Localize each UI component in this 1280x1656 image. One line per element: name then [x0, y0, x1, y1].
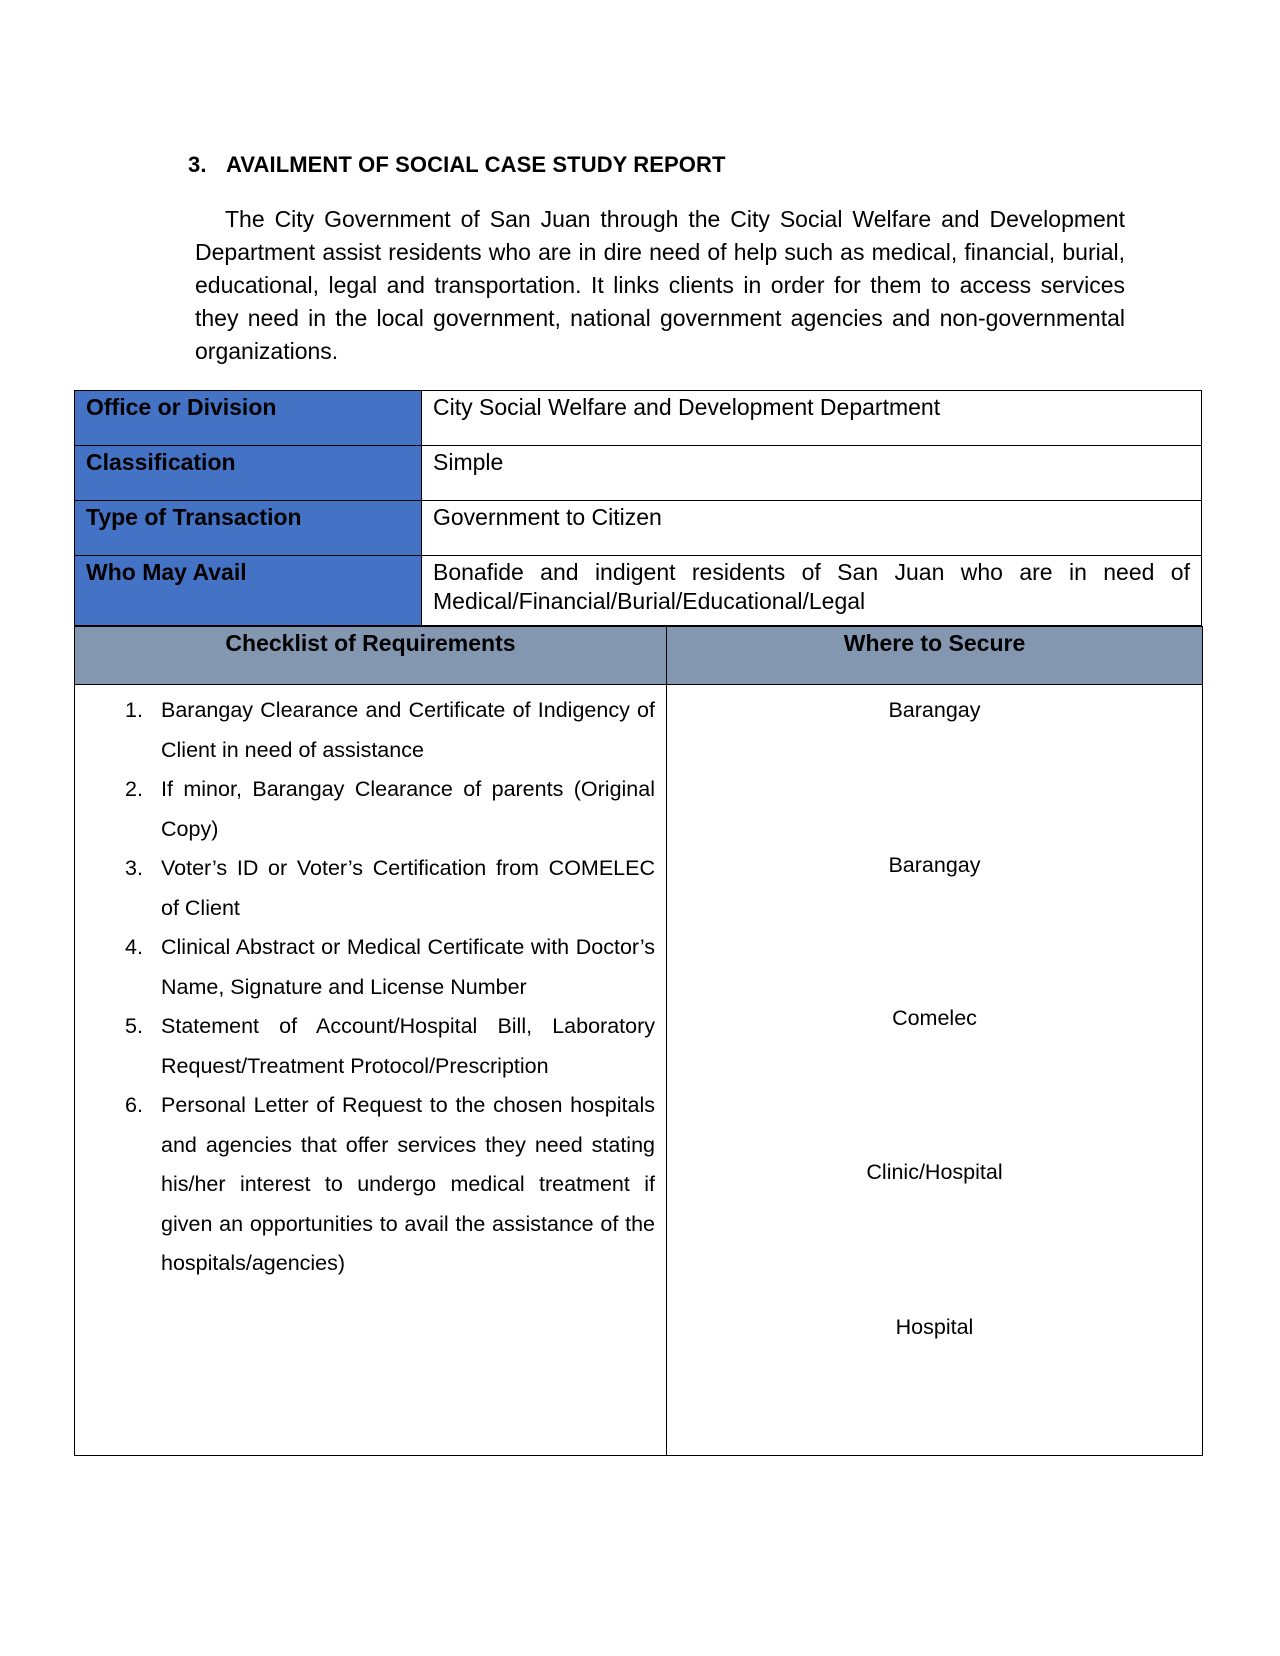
- requirement-item: [75, 770, 655, 849]
- who-label: Who May Avail: [75, 556, 422, 626]
- requirement-number: 6.: [125, 1093, 143, 1117]
- requirement-number: 2.: [125, 777, 143, 801]
- checklist-header: Checklist of Requirements: [75, 627, 667, 685]
- requirement-item: [75, 1007, 655, 1086]
- requirements-body-row: [75, 685, 1203, 1456]
- where-item: Clinic/Hospital: [866, 1160, 1003, 1184]
- requirement-item: [75, 849, 655, 928]
- requirement-item: [75, 1086, 655, 1284]
- office-value: City Social Welfare and Development Department: [422, 391, 1202, 446]
- info-row-who: [75, 556, 1202, 626]
- requirements-header-row: [75, 627, 1203, 685]
- where-item: Barangay: [888, 698, 981, 722]
- requirement-item: [75, 691, 655, 770]
- requirements-table: [74, 626, 1203, 1456]
- where-column: [667, 685, 1202, 1455]
- where-item: Hospital: [895, 1315, 974, 1339]
- requirement-text: Personal Letter of Request to the chosen hospitals and agencies that offer services they need stating his/her interest to undergo medical treatment if given an opportunities to avail the assistance of the hospitals/agencies): [161, 1093, 655, 1275]
- requirements-list: [75, 685, 666, 1284]
- requirement-text: Clinical Abstract or Medical Certificate with Doctor’s Name, Signature and License Number: [161, 935, 655, 999]
- requirement-number: 5.: [125, 1014, 143, 1038]
- intro-paragraph: The City Government of San Juan through the City Social Welfare and Development Department assist residents who are in dire need of help such as medical, financial, burial, educational, legal and transportation. It links clients in order for them to access services they need in the local government, national government agencies and non-governmental organizations.: [195, 206, 1125, 364]
- office-label: Office or Division: [75, 391, 422, 446]
- where-item: Barangay: [888, 853, 981, 877]
- checklist-cell: [75, 685, 667, 1456]
- requirement-number: 1.: [125, 698, 143, 722]
- requirement-text: Barangay Clearance and Certificate of Indigency of Client in need of assistance: [161, 698, 655, 762]
- section-title: [188, 152, 726, 178]
- info-row-transaction: [75, 501, 1202, 556]
- requirement-text: Statement of Account/Hospital Bill, Laboratory Request/Treatment Protocol/Prescription: [161, 1014, 655, 1078]
- requirement-number: 4.: [125, 935, 143, 959]
- info-row-office: [75, 391, 1202, 446]
- transaction-value: Government to Citizen: [422, 501, 1202, 556]
- requirement-item: [75, 928, 655, 1007]
- who-value: Bonafide and indigent residents of San Juan who are in need of Medical/Financial/Burial/Educational/Legal: [422, 556, 1202, 626]
- section-number: 3.: [188, 152, 207, 177]
- section-title-text: AVAILMENT OF SOCIAL CASE STUDY REPORT: [226, 152, 726, 177]
- info-row-classification: [75, 446, 1202, 501]
- transaction-label: Type of Transaction: [75, 501, 422, 556]
- classification-label: Classification: [75, 446, 422, 501]
- requirement-text: Voter’s ID or Voter’s Certification from COMELEC of Client: [161, 856, 655, 920]
- requirement-number: 3.: [125, 856, 143, 880]
- info-table: [74, 390, 1202, 626]
- classification-value: Simple: [422, 446, 1202, 501]
- where-item: Comelec: [892, 1006, 977, 1030]
- where-header: Where to Secure: [667, 627, 1203, 685]
- requirement-text: If minor, Barangay Clearance of parents (Original Copy): [161, 777, 655, 841]
- where-cell: [667, 685, 1203, 1456]
